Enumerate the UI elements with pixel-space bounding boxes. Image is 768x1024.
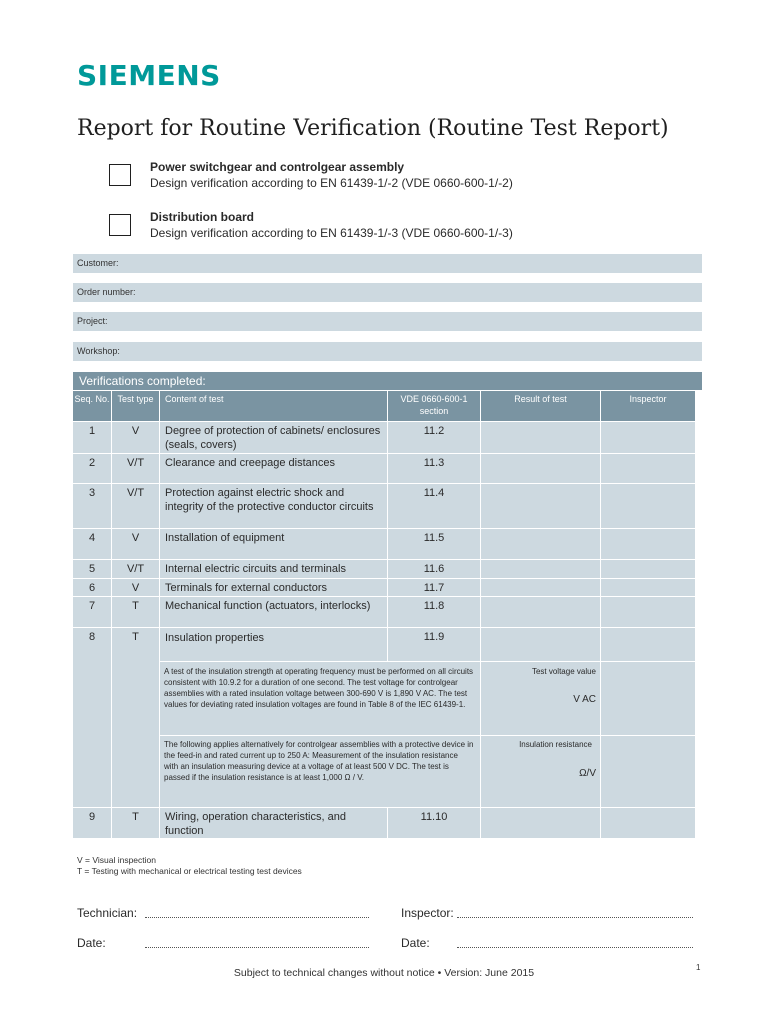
footer-note: Subject to technical changes without notice • Version: June 2015 — [233, 967, 535, 979]
checkbox-distribution-board[interactable] — [109, 214, 131, 236]
technician-label: Technician: — [77, 906, 138, 920]
workshop-field[interactable] — [73, 342, 702, 361]
option-description: Design verification according to EN 61439-1/-2 (VDE 0660-600-1/-2) — [150, 176, 513, 190]
row-5-type: V/T — [112, 560, 159, 578]
row-6-result[interactable] — [481, 579, 600, 596]
row-8-content: Insulation properties — [160, 628, 387, 661]
row-7-content: Mechanical function (actuators, interlocks) — [160, 597, 387, 627]
row-1-no: 1 — [73, 422, 111, 453]
row-4-type: V — [112, 529, 159, 559]
row-2-inspector[interactable] — [601, 454, 695, 483]
row-3-inspector[interactable] — [601, 484, 695, 528]
inspector-line[interactable] — [457, 917, 693, 918]
row-9-result[interactable] — [481, 808, 600, 838]
siemens-logo: SIEMENS — [77, 59, 221, 92]
row-7-type: T — [112, 597, 159, 627]
header-inspector: Inspector — [601, 391, 695, 421]
row-3-type: V/T — [112, 484, 159, 528]
header-vde-section: VDE 0660-600-1 section — [388, 391, 480, 421]
row-3-section: 11.4 — [388, 484, 480, 528]
row-9-content: Wiring, operation characteristics, and function — [160, 808, 387, 838]
insulation-resistance-label: Insulation resistance — [519, 740, 592, 749]
technician-line[interactable] — [145, 917, 369, 918]
row-8-no: 8 — [73, 628, 111, 807]
row-3-no: 3 — [73, 484, 111, 528]
row-2-no: 2 — [73, 454, 111, 483]
row-7-inspector[interactable] — [601, 597, 695, 627]
page-number: 1 — [696, 963, 701, 972]
row-1-result[interactable] — [481, 422, 600, 453]
insulation-resistance-inspector[interactable] — [601, 736, 695, 807]
row-5-section: 11.6 — [388, 560, 480, 578]
technician-date-line[interactable] — [145, 947, 369, 948]
header-content: Content of test — [160, 391, 387, 421]
option-title: Power switchgear and controlgear assembly — [150, 160, 405, 174]
row-7-result[interactable] — [481, 597, 600, 627]
row-2-result[interactable] — [481, 454, 600, 483]
order-number-field[interactable] — [73, 283, 702, 302]
option-title: Distribution board — [150, 210, 254, 224]
row-5-content: Internal electric circuits and terminals — [160, 560, 387, 578]
field-label: Order number: — [77, 287, 136, 297]
row-8-section: 11.9 — [388, 628, 480, 661]
option-description: Design verification according to EN 61439-1/-3 (VDE 0660-600-1/-3) — [150, 226, 513, 240]
row-4-result[interactable] — [481, 529, 600, 559]
row-4-section: 11.5 — [388, 529, 480, 559]
row-7-section: 11.8 — [388, 597, 480, 627]
row-2-type: V/T — [112, 454, 159, 483]
row-6-type: V — [112, 579, 159, 596]
row-3-result[interactable] — [481, 484, 600, 528]
row-5-no: 5 — [73, 560, 111, 578]
header-seq: Seq. No. — [73, 391, 111, 421]
row-6-section: 11.7 — [388, 579, 480, 596]
customer-field[interactable] — [73, 254, 702, 273]
insulation-frequency-text: A test of the insulation strength at operating frequency must be performed on all circuits consistent with 10.9.2 for a duration of one second. The test voltage for controlgear assemblies with a rated insulation voltage between 300-690 V is 1,890 V AC. The test values for deviating rated insulation voltages are found in Table 8 of the IEC 61439-1. — [160, 662, 480, 735]
row-8-inspector[interactable] — [601, 628, 695, 661]
project-field[interactable] — [73, 312, 702, 331]
test-voltage-cell[interactable] — [481, 662, 600, 735]
insulation-resistance-text: The following applies alternatively for controlgear assemblies with a protective device in the feed-in and rated current up to 250 A: Measurement of the insulation resistance with an insulation measuring device at a voltage of at least 500 V DC. The test is passed if the insulation resistance is at least 1,000 Ω / V. — [160, 736, 480, 807]
header-type: Test type — [112, 391, 159, 421]
row-4-no: 4 — [73, 529, 111, 559]
row-9-no: 9 — [73, 808, 111, 838]
row-5-inspector[interactable] — [601, 560, 695, 578]
checkbox-power-switchgear[interactable] — [109, 164, 131, 186]
inspector-date-label: Date: — [401, 936, 430, 950]
insulation-resistance-unit: Ω/V — [579, 768, 596, 779]
row-6-inspector[interactable] — [601, 579, 695, 596]
inspector-label: Inspector: — [401, 906, 454, 920]
row-9-section: 11.10 — [388, 808, 480, 838]
test-voltage-inspector[interactable] — [601, 662, 695, 735]
row-1-content: Degree of protection of cabinets/ enclosures (seals, covers) — [160, 422, 387, 453]
row-5-result[interactable] — [481, 560, 600, 578]
field-label: Project: — [77, 316, 108, 326]
verifications-heading: Verifications completed: — [73, 372, 702, 390]
row-3-content: Protection against electric shock and integrity of the protective conductor circuits — [160, 484, 387, 528]
page-title: Report for Routine Verification (Routine Test Report) — [77, 116, 669, 141]
inspector-date-line[interactable] — [457, 947, 693, 948]
row-8-type: T — [112, 628, 159, 807]
header-result: Result of test — [481, 391, 600, 421]
row-1-type: V — [112, 422, 159, 453]
legend-visual: V = Visual inspection — [77, 855, 156, 865]
row-6-no: 6 — [73, 579, 111, 596]
test-voltage-unit: V AC — [573, 694, 596, 705]
technician-date-label: Date: — [77, 936, 106, 950]
insulation-resistance-cell[interactable] — [481, 736, 600, 807]
row-1-inspector[interactable] — [601, 422, 695, 453]
row-6-content: Terminals for external conductors — [160, 579, 387, 596]
row-8-result[interactable] — [481, 628, 600, 661]
row-2-content: Clearance and creepage distances — [160, 454, 387, 483]
row-7-no: 7 — [73, 597, 111, 627]
row-4-inspector[interactable] — [601, 529, 695, 559]
test-voltage-label: Test voltage value — [531, 667, 596, 676]
row-2-section: 11.3 — [388, 454, 480, 483]
field-label: Workshop: — [77, 346, 120, 356]
row-1-section: 11.2 — [388, 422, 480, 453]
row-9-inspector[interactable] — [601, 808, 695, 838]
row-4-content: Installation of equipment — [160, 529, 387, 559]
row-9-type: T — [112, 808, 159, 838]
legend-testing: T = Testing with mechanical or electrical testing test devices — [77, 866, 302, 876]
field-label: Customer: — [77, 258, 119, 268]
